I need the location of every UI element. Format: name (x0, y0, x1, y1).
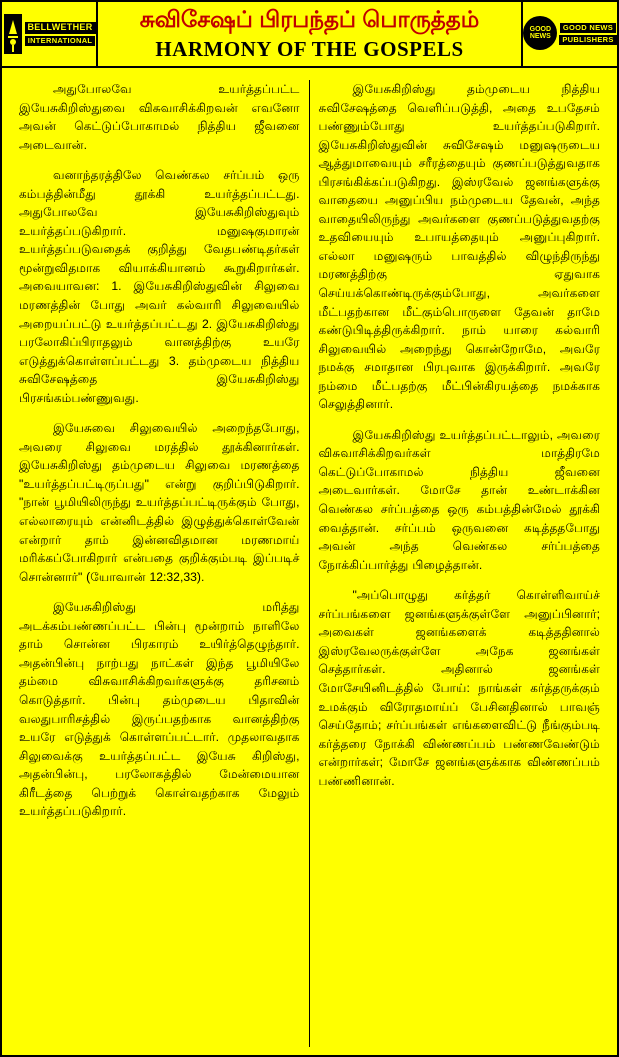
right-column (310, 80, 610, 1047)
bellwether-logo (2, 2, 98, 66)
bell-emblem-icon (3, 12, 23, 56)
bellwether-logo-inner (3, 12, 96, 56)
paragraph: இயேசுகிறிஸ்து தம்முடைய நித்திய சுவிசேஷத்தை வெளிப்படுத்தி, அதை உபதேசம் பண்ணும்போது உயர்த்தப்படுகிறார். இயேசுகிறிஸ்துவின் சுவிசேஷம் மனுஷருடைய ஆத்துமாவையும் சரீரத்தையும் குணப்படுத்துவதாக பிரசங்கிக்கப்படுகிறது. இஸ்ரவேல் ஜனங்களுக்கு வாதையை அனுப்பிய நம்முடைய தேவன், அந்த வாதையிலிருந்து அவர்களை குணப்படுத்துவதற்கு உதவியையும் உபாயத்தையும் அனுப்புகிறார். எல்லா மனுஷரும் பாவத்தில் விழுந்திருந்து மரணத்திற்கு ஏதுவாக செய்யக்கொண்டிருக்கும்போது, அவர்களை மீட்பதற்கான மீட்கும்பொருளை தேவன் தாமே கண்டுபிடித்திருக்கிறார். நாம் யாரை கல்வாரி சிலுவையில் அறைந்து கொன்றோமே, அவரே நமக்கு சமாதான பிரபுவாக இருக்கிறார். அவரே நம்மை மீட்பதற்கு மீட்பின்கிரயத்தை நமக்காக செலுத்தினார். (318, 82, 600, 412)
paragraph: "அப்பொழுது கர்த்தர் கொள்ளிவாய்ச் சர்ப்பங்களை ஜனங்களுக்குள்ளே அனுப்பினார்; அவைகள் ஜனங்களைக் கடித்ததினால் இஸ்ரவேலருக்குள்ளே அநேக ஜனங்கள் செத்தார்கள். அதினால் ஜனங்கள் மோசேயினிடத்தில் போய்: நாங்கள் கர்த்தருக்கும் உமக்கும் விரோதமாய்ப் பேசினதினால் பாவஞ் செய்தோம்; சர்ப்பங்கள் எங்களைவிட்டு நீங்கும்படி கர்த்தரை நோக்கி விண்ணப்பம் பண்ணவேண்டும் என்றார்கள்; மோசே ஜனங்களுக்காக விண்ணப்பம் பண்ணினான். (318, 588, 600, 788)
good-news-logo (521, 2, 617, 66)
good-news-line1: GOOD NEWS (560, 23, 616, 33)
good-news-logo-inner (523, 16, 616, 52)
page-body (2, 70, 617, 1055)
paragraph: இயேசுவை சிலுவையில் அறைந்தபோது, அவரை சிலுவை மரத்தில் தூக்கினார்கள். இயேசுகிறிஸ்து தம்முடைய சிலுவை மரணத்தை "உயர்த்தப்பட்டிருப்பது" என்று குறிப்பிடுகிறார். "நான் பூமியிலிருந்து உயர்த்தப்பட்டிருக்கும் போது, எல்லாரையும் என்னிடத்தில் இழுத்துக்கொள்வேன் என்றார் தாம் இன்னவிதமான மரணமாய் மரிக்கப்போகிறார் என்பதை குறிக்கும்படி இப்படிச் சொன்னார்" (யோவான் 12:32,33). (19, 421, 300, 584)
paragraph: அதுபோலவே உயர்த்தப்பட்ட இயேசுகிறிஸ்துவை விசுவாசிக்கிறவன் எவனோ அவன் கெட்டுப்போகாமல் நித்திய ஜீவனை அடைவான். (19, 82, 300, 152)
good-news-line2: PUBLISHERS (559, 35, 616, 45)
paragraph: வனாந்தரத்திலே வெண்கல சர்ப்பம் ஒரு கம்பத்தின்மீது தூக்கி உயர்த்தப்பட்டது. அதுபோலவே இயேசுகிறிஸ்துவும் உயர்த்தப்படுகிறார். மனுஷகுமாரன் உயர்த்தப்படுவதைக் குறித்து வேதபண்டிதர்கள் மூன்றுவிதமாக வியாக்கியானம் கூறுகிறார்கள். அவையாவன: 1. இயேசுகிறிஸ்துவின் சிலுவை மரணத்தின் போது அவர் கல்வாரி சிலுவையில் அறையப்பட்டு உயர்த்தப்பட்டது 2. இயேசுகிறிஸ்து பரலோகிப்பிராதலும் வானத்திற்கு உயரே எடுத்துக்கொள்ளப்பட்டது 3. தம்முடைய நித்திய சுவிசேஷத்தை இயேசுகிறிஸ்து பிரசங்கம்பண்ணுவது. (19, 168, 300, 405)
good-news-wordmark (559, 23, 616, 45)
paragraph: இயேசுகிறிஸ்து மரித்து அடக்கம்பண்ணப்பட்ட பின்பு மூன்றாம் நாளிலே தாம் சொன்ன பிரகாரம் உயிர்த்தெழுந்தார். அதன்பின்பு நாற்பது நாட்கள் இந்த பூமியிலே தம்மை விசுவாசிக்கிறவர்களுக்கு தரிசனம் கொடுத்தார். பின்பு தம்முடைய பிதாவின் வலதுபாரிசத்தில் இருப்பதற்காக வானத்திற்கு உயரே எடுத்துக் கொள்ளப்பட்டார். முதலாவதாக சிலுவைக்கு உயர்த்தப்பட்ட இயேசு கிறிஸ்து, அதன்பின்பு, பரலோகத்தில் மேன்மையான கிரீடத்தை பெற்றுக் கொள்வதற்காக மேலும் உயர்த்தப்படுகிறார். (19, 600, 300, 819)
title-block (98, 2, 521, 66)
bellwether-wordmark (25, 22, 96, 45)
bellwether-line2: INTERNATIONAL (25, 36, 96, 46)
paragraph: இயேசுகிறிஸ்து உயர்த்தப்பட்டாலும், அவரை விசுவாசிக்கிறவர்கள் மாத்திரமே கெட்டுப்போகாமல் நித்திய ஜீவனை அடைவார்கள். மோசே தான் உண்டாக்கின வெண்கல சர்ப்பத்தை ஒரு கம்பத்தின்மேல் தூக்கி வைத்தான். சர்ப்பம் ஒருவனை கடித்ததபோது அவன் அந்த வெண்கல சர்ப்பத்தை நோக்கிப்பார்த்து பிழைத்தான். (318, 427, 600, 572)
globe-icon: GOOD NEWS (523, 16, 557, 50)
page-title-tamil: சுவிசேஷப் பிரபந்தப் பொருத்தம் (139, 6, 480, 33)
bellwether-line1: BELLWETHER (25, 22, 96, 33)
page-title-english: HARMONY OF THE GOSPELS (155, 36, 464, 61)
left-column (10, 80, 310, 1047)
page-header (2, 2, 617, 68)
